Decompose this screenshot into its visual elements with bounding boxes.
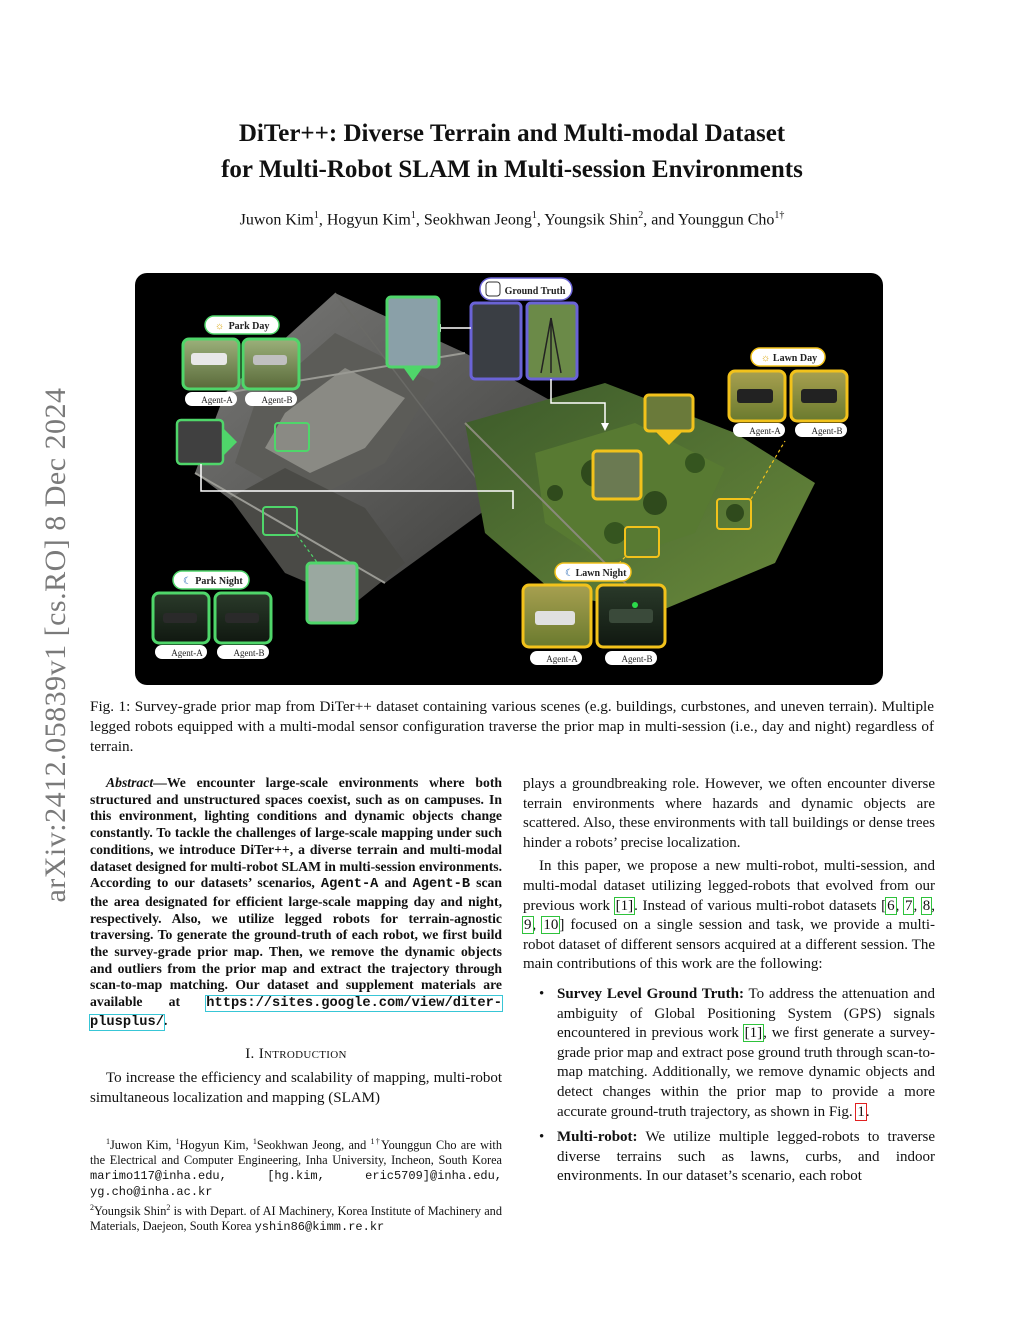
abstract-label: Abstract <box>106 775 154 790</box>
p2-comma: , <box>931 897 936 914</box>
p2-comma: , <box>532 917 543 934</box>
p2-bracket: [ <box>881 897 887 914</box>
author-sep: , and <box>643 211 678 229</box>
moon-icon: ☾ <box>565 568 574 579</box>
figure-1 <box>135 273 883 685</box>
agent-a-code: Agent-A <box>320 877 379 893</box>
figure-1-illustration <box>135 273 883 685</box>
contribution-text: . <box>865 1103 870 1120</box>
lawn-day-label: Lawn Day <box>772 353 818 364</box>
author-sep: , <box>318 211 327 229</box>
author-name: Juwon Kim <box>239 211 314 229</box>
right-paragraph-1: plays a groundbreaking role. However, we often encounter diverse terrain environments where hazards and dynamic objects are scattered. Also, these environments with tall buildings or dense trees hinder a robots’ precise localization. <box>523 776 935 851</box>
citation-link[interactable]: 7 <box>904 897 913 914</box>
fn-text: Hogyun Kim, <box>179 1138 253 1153</box>
contributions-list <box>523 985 935 1187</box>
sun-icon: ☼ <box>761 353 771 364</box>
map-photo-building <box>387 297 439 367</box>
author-affil: 1† <box>774 210 785 221</box>
title-line-1: DiTer++: Diverse Terrain and Multi-modal Dataset <box>238 120 786 147</box>
park-day-agent-b-label: Agent-B <box>261 395 293 405</box>
left-column <box>90 775 502 1108</box>
abstract-dash: — <box>153 775 167 790</box>
park-night-group <box>153 563 357 659</box>
citation-link[interactable]: [1] <box>744 1025 763 1042</box>
agent-b-code: Agent-B <box>412 877 471 893</box>
figure-caption: Fig. 1: Survey-grade prior map from DiTer++ dataset containing various scenes (e.g. buildings, curbstones, and uneven terrain). Multiple legged robots equipped with a multi-modal sensor configuration traverse the prior map in multi-session (i.e., day and night) regardless of terrain. <box>90 698 934 755</box>
p2-text: focused on a single session and task, we provide a multi-robot dataset of different sensors acquired at a different session. The main contributions of this work are the following: <box>523 917 935 973</box>
ground-truth-label: Ground Truth <box>504 286 566 297</box>
park-night-label: Park Night <box>195 576 243 587</box>
sun-icon: ☼ <box>215 321 225 332</box>
map-marker-indoor <box>177 420 223 464</box>
abstract-text-1: We encounter large-scale environments where both structured and unstructured spaces coexist, such as on campuses. In this environment, lighting conditions and dynamic objects change constantly. To tackle the challenges of large-scale mapping under such conditions, we introduce DiTer++, a diverse terrain and multi-modal dataset designed for multi-robot SLAM in multi-session environments. According to our datasets’ scenarios, <box>90 775 502 891</box>
lawn-day-agent-a-label: Agent-A <box>749 426 781 436</box>
arxiv-stamp-text: arXiv:2412.05839v1 [cs.RO] 8 Dec 2024 <box>39 387 72 903</box>
p2-comma: , <box>913 897 922 914</box>
moon-icon: ☾ <box>183 576 192 587</box>
dataset-url-link[interactable]: https://sites.google.com/view/diter-plusplus/ <box>90 996 502 1030</box>
lawn-night-label: Lawn Night <box>575 568 627 579</box>
p2-text: . Instead of various multi-robot datasets <box>634 897 882 914</box>
lawn-day-group <box>729 348 847 437</box>
fn-sup: 2 <box>90 1203 94 1213</box>
author-affil: 1 <box>313 210 319 221</box>
author-name: Hogyun Kim <box>326 211 411 229</box>
figure-ref-link[interactable]: 1 <box>857 1103 865 1120</box>
fn-email: yshin86@kimm.re.kr <box>254 1220 385 1235</box>
citation-link[interactable]: 10 <box>543 917 559 934</box>
contribution-text: , we first generate a survey-grade prior map and extract pose ground truth through scan-to-map matching. Additionally, we remove dynamic objects and detect changes within the prior map to provide a more accurate ground-truth trajectory, as shown in Fig. <box>557 1025 935 1120</box>
fn-sup: 1† <box>370 1137 381 1146</box>
ground-truth-tag <box>480 278 572 300</box>
right-column <box>523 775 935 1193</box>
lawn-night-agent-a-label: Agent-A <box>546 654 578 664</box>
author-affil: 1 <box>410 210 416 221</box>
abstract <box>90 775 502 1032</box>
abstract-text-2: scan the area designated for efficient large-scale mapping day and night, respectively. Also, we utilize legged robots for terrain-agnostic traversing. To generate the ground-truth of each robot, we first build the survey-grade prior map. Then, we remove the dynamic objects and outliers from the prior map and extract the trajectory through scan-to-map matching. Our dataset and supplement materials are available at <box>90 875 502 1010</box>
contribution-item <box>557 1128 935 1187</box>
author-list <box>130 210 894 229</box>
citation-link[interactable]: 8 <box>922 897 931 914</box>
fn-text: Youngsik Shin <box>94 1204 167 1219</box>
park-day-agent-a-label: Agent-A <box>201 395 233 405</box>
footnotes <box>90 1134 502 1235</box>
intro-paragraph: To increase the efficiency and scalability of mapping, multi-robot simultaneous localization and mapping (SLAM) <box>90 1070 502 1106</box>
author-name: Younggun Cho <box>677 211 775 229</box>
map-photo-lawn <box>645 395 693 431</box>
author-name: Youngsik Shin <box>544 211 639 229</box>
lawn-night-agent-b-label: Agent-B <box>621 654 653 664</box>
contribution-title: Multi-robot: <box>557 1129 638 1146</box>
fn-sup: 1 <box>252 1137 257 1146</box>
contribution-item <box>557 985 935 1122</box>
contribution-title: Survey Level Ground Truth: <box>557 985 744 1002</box>
park-day-label: Park Day <box>228 321 270 332</box>
citation-link[interactable]: [1] <box>615 897 634 914</box>
abstract-and: and <box>378 875 413 891</box>
park-night-agent-a-label: Agent-A <box>171 648 203 658</box>
author-name: Seokhwan Jeong <box>423 211 532 229</box>
fn-text: Juwon Kim, <box>110 1138 176 1153</box>
author-sep: , <box>536 211 545 229</box>
paper-title <box>130 116 894 188</box>
title-line-2: for Multi-Robot SLAM in Multi-session Environments <box>221 156 803 183</box>
p2-comma: , <box>895 897 904 914</box>
ground-truth-photo-1 <box>471 303 521 379</box>
p2-text: In this paper, we propose a new multi-robot, multi-session, and multi-modal dataset utilizing legged-robots that evolved from our previous work <box>523 858 935 914</box>
contribution-text: We utilize multiple legged-robots to traverse diverse terrains such as lawns, curbs, and indoor environments. In our dataset’s scenario, each robot <box>557 1129 935 1185</box>
citation-link[interactable]: 6 <box>887 897 895 914</box>
author-sep: , <box>415 211 424 229</box>
fn-text: Seokhwan Jeong, and <box>256 1138 371 1153</box>
footnote-2 <box>90 1200 502 1235</box>
section-number: I. <box>245 1045 255 1062</box>
ground-truth-photo-2 <box>527 303 577 379</box>
section-title: Introduction <box>258 1045 347 1062</box>
contribution-text: To address the attenuation and ambiguity of Global Positioning System (GPS) signals encountered in previous work <box>557 985 935 1042</box>
park-night-agent-b-label: Agent-B <box>233 648 265 658</box>
fn-sup: 2 <box>166 1203 171 1213</box>
citation-link[interactable]: 9 <box>524 917 532 934</box>
fn-text: is with Depart. of AI Machinery, Korea Institute of Machinery and Materials, Daejeon, South Korea <box>90 1204 502 1234</box>
map-photo-lawn-2 <box>593 451 641 499</box>
arxiv-stamp <box>34 360 78 930</box>
fn-text: Younggun Cho are with the Electrical and Computer Engineering, Inha University, Incheon, South Korea <box>90 1138 502 1168</box>
fn-sup: 1 <box>106 1137 110 1146</box>
abstract-end: . <box>163 1012 168 1028</box>
lawn-day-agent-b-label: Agent-B <box>811 426 843 436</box>
map-photo-park-night <box>307 563 357 623</box>
right-paragraph-2 <box>523 857 935 975</box>
footnote-1 <box>90 1134 502 1200</box>
author-affil: 1 <box>531 210 537 221</box>
author-affil: 2 <box>638 210 644 221</box>
fn-sup: 1 <box>175 1137 180 1146</box>
p2-bracket: ] <box>559 917 565 934</box>
fn-email: marimo117@inha.edu, [hg.kim, eric5709]@inha.edu, yg.cho@inha.ac.kr <box>90 1169 502 1200</box>
section-heading <box>90 1045 502 1065</box>
